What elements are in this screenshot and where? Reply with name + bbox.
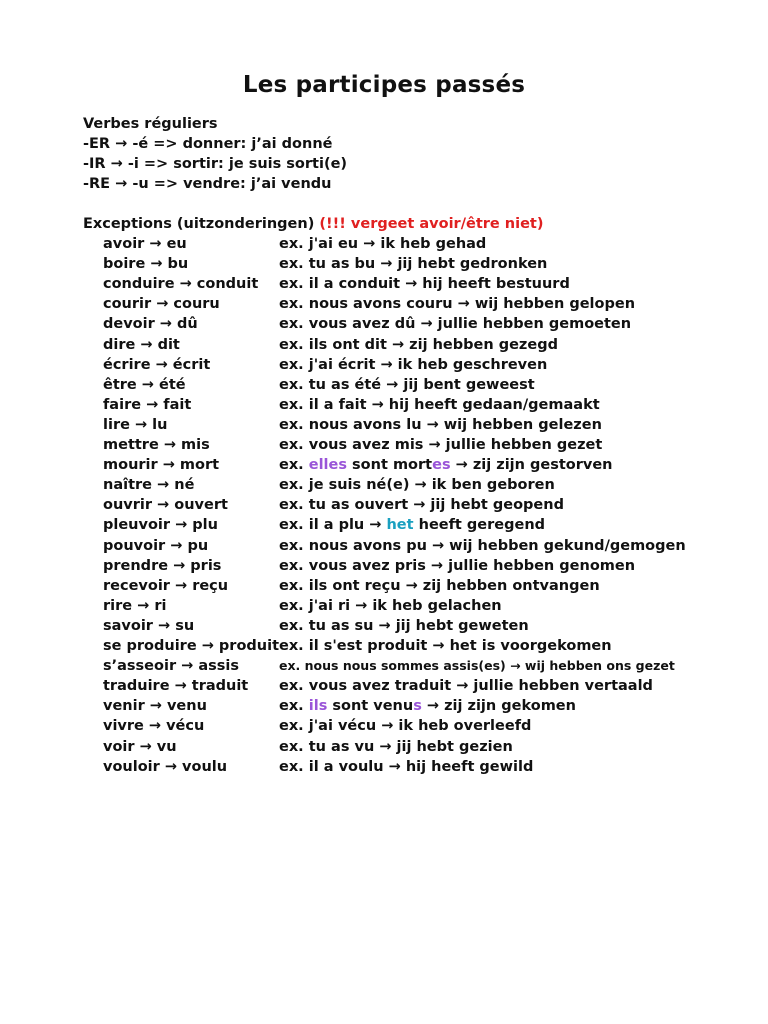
example-text: ex. il a plu → [279, 517, 387, 534]
verb-participle: dire → dit [103, 336, 180, 353]
regular-rule-re: -RE → -u => vendre: j’ai vendu [83, 176, 332, 192]
regular-heading: Verbes réguliers [83, 116, 218, 132]
verb-participle: lire → lu [103, 416, 168, 433]
verb-participle: pleuvoir → plu [103, 517, 218, 534]
example-sentence [279, 696, 576, 716]
example-sentence: ex. il a conduit → hij heeft bestuurd [279, 276, 570, 293]
page-title: Les participes passés [242, 72, 526, 98]
highlighted-text: s [413, 698, 422, 715]
example-sentence: ex. tu as bu → jij hebt gedronken [279, 256, 548, 273]
verb-participle: recevoir → reçu [103, 577, 229, 594]
verb-participle: vivre → vécu [103, 718, 205, 735]
example-text: → zij zijn gekomen [421, 698, 576, 715]
example-sentence [279, 515, 545, 535]
exception-row [0, 495, 768, 515]
exception-row [0, 536, 768, 556]
exception-row [0, 475, 768, 495]
exception-row [0, 435, 768, 455]
example-sentence: ex. j'ai écrit → ik heb geschreven [279, 356, 548, 373]
exception-row [0, 335, 768, 355]
example-sentence: ex. nous avons pu → wij hebben gekund/gemogen [279, 537, 686, 554]
verb-participle: traduire → traduit [103, 678, 249, 695]
exceptions-note: (!!! vergeet avoir/être niet) [319, 216, 544, 232]
example-sentence: ex. il s'est produit → het is voorgekomen [279, 638, 612, 654]
example-sentence: ex. tu as ouvert → jij hebt geopend [279, 497, 564, 514]
exception-row [0, 234, 768, 254]
verb-participle: mettre → mis [103, 437, 210, 453]
example-sentence: ex. ils ont reçu → zij hebben ontvangen [279, 577, 600, 594]
example-sentence: ex. vous avez dû → jullie hebben gemoeten [279, 316, 632, 333]
exception-row [0, 636, 768, 656]
example-sentence: ex. nous avons couru → wij hebben gelopen [279, 296, 636, 313]
verb-participle: faire → fait [103, 396, 192, 413]
verb-participle: pouvoir → pu [103, 537, 209, 554]
verb-participle: voir → vu [103, 738, 177, 755]
example-sentence: ex. nous nous sommes assis(es) → wij hebben ons gezet [279, 658, 675, 674]
verb-participle: vouloir → voulu [103, 758, 228, 775]
highlighted-text: elles [308, 457, 347, 474]
highlighted-text: es [432, 457, 451, 474]
verb-participle: être → été [103, 376, 186, 393]
highlighted-text: het [386, 517, 414, 534]
verb-participle: savoir → su [103, 617, 195, 634]
example-text: sont mort [347, 457, 433, 474]
regular-rule-er: -ER → -é => donner: j’ai donné [83, 136, 333, 152]
verb-participle: boire → bu [103, 256, 189, 273]
example-text: sont venu [327, 698, 414, 715]
exceptions-heading-line [83, 214, 543, 234]
exception-row [0, 556, 768, 576]
exception-row [0, 757, 768, 777]
example-sentence [279, 455, 613, 475]
example-sentence: ex. ils ont dit → zij hebben gezegd [279, 336, 558, 353]
exception-row [0, 395, 768, 415]
example-sentence: ex. il a fait → hij heeft gedaan/gemaakt [279, 396, 600, 413]
regular-rule-ir: -IR → -i => sortir: je suis sorti(e) [83, 156, 348, 172]
exceptions-heading: Exceptions (uitzonderingen) [83, 216, 315, 232]
verb-participle: rire → ri [103, 597, 167, 614]
exception-row [0, 254, 768, 274]
exception-row [0, 737, 768, 757]
example-sentence: ex. vous avez traduit → jullie hebben vertaald [279, 678, 653, 695]
exception-row [0, 576, 768, 596]
verb-participle: avoir → eu [103, 236, 187, 252]
exception-row [0, 274, 768, 294]
exception-row [0, 515, 768, 535]
example-text: heeft geregend [413, 517, 546, 534]
exception-row [0, 415, 768, 435]
exception-row [0, 696, 768, 716]
example-sentence: ex. nous avons lu → wij hebben gelezen [279, 416, 602, 433]
verb-participle: naître → né [103, 477, 195, 494]
example-sentence: ex. vous avez mis → jullie hebben gezet [279, 437, 603, 453]
example-text: ex. [279, 698, 309, 715]
exception-row [0, 656, 768, 676]
example-sentence: ex. j'ai eu → ik heb gehad [279, 236, 487, 252]
exception-row [0, 314, 768, 334]
example-text: → zij zijn gestorven [450, 457, 613, 474]
example-sentence: ex. il a voulu → hij heeft gewild [279, 758, 534, 775]
example-sentence: ex. vous avez pris → jullie hebben genomen [279, 557, 636, 574]
verb-participle: courir → couru [103, 296, 220, 313]
exception-row [0, 355, 768, 375]
exception-row [0, 375, 768, 395]
example-sentence: ex. tu as su → jij hebt geweten [279, 617, 529, 634]
verb-participle: venir → venu [103, 698, 207, 715]
exception-row [0, 294, 768, 314]
example-sentence: ex. je suis né(e) → ik ben geboren [279, 477, 555, 494]
verb-participle: prendre → pris [103, 557, 222, 574]
exception-row [0, 676, 768, 696]
exception-row [0, 716, 768, 736]
verb-participle: devoir → dû [103, 316, 198, 333]
verb-participle: conduire → conduit [103, 276, 259, 293]
verb-participle: s’asseoir → assis [103, 658, 239, 675]
example-sentence: ex. tu as été → jij bent geweest [279, 376, 535, 393]
example-sentence: ex. tu as vu → jij hebt gezien [279, 738, 513, 755]
verb-participle: ouvrir → ouvert [103, 497, 228, 514]
example-sentence: ex. j'ai vécu → ik heb overleefd [279, 718, 532, 735]
verb-participle: mourir → mort [103, 457, 220, 474]
example-text: ex. [279, 457, 309, 474]
verb-participle: écrire → écrit [103, 356, 211, 373]
exception-row [0, 596, 768, 616]
verb-participle: se produire → produit [103, 638, 280, 654]
highlighted-text: ils [308, 698, 328, 715]
example-sentence: ex. j'ai ri → ik heb gelachen [279, 597, 502, 614]
exception-row [0, 616, 768, 636]
exception-row [0, 455, 768, 475]
